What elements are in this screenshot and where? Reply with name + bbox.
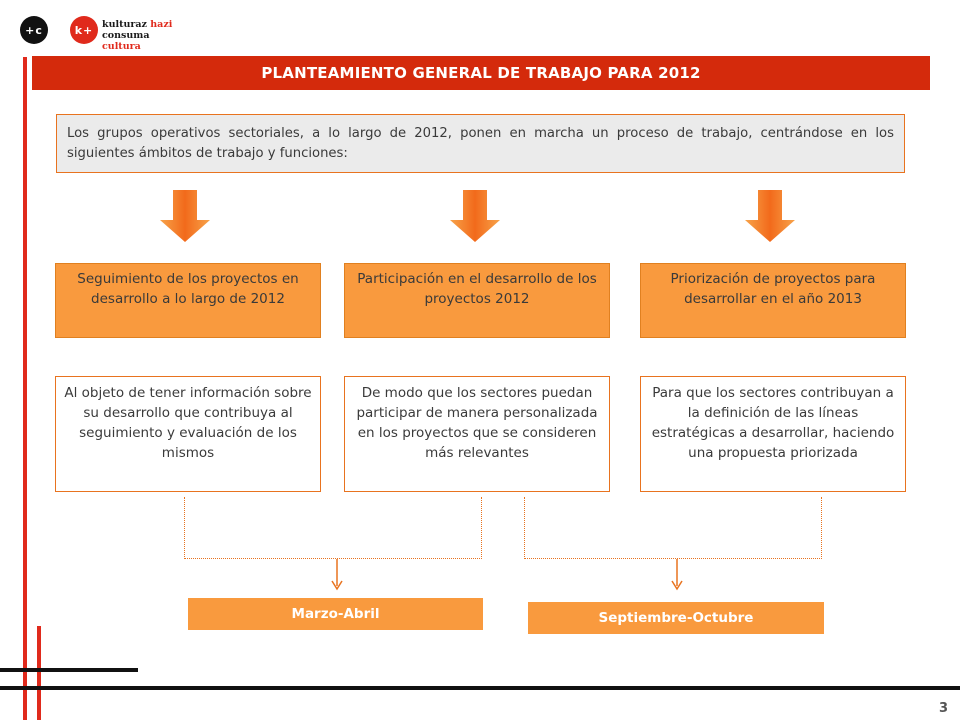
column-detail-box: Para que los sectores contribuyan a la definición de las líneas estratégicas a desarrollar, haciendo una propuesta priorizada	[640, 376, 906, 492]
logo	[18, 14, 178, 52]
period-box: Septiembre-Octubre	[528, 602, 824, 634]
column-heading-box: Participación en el desarrollo de los proyectos 2012	[344, 263, 610, 338]
title-bar	[32, 56, 930, 90]
logo-badge-right: k+	[70, 16, 98, 44]
black-horizontal-rule	[0, 668, 138, 672]
red-vertical-rule	[23, 57, 27, 720]
logo-badge-left: +c	[20, 16, 48, 44]
page-title: PLANTEAMIENTO GENERAL DE TRABAJO PARA 2012	[261, 64, 701, 82]
column-detail-box: Al objeto de tener información sobre su desarrollo que contribuya al seguimiento y evaluación de los mismos	[55, 376, 321, 492]
page-number: 3	[938, 701, 948, 716]
down-arrow-icon	[160, 190, 210, 242]
connector-left-bracket	[184, 497, 482, 559]
logo-word: kulturaz	[102, 19, 147, 30]
logo-word: consuma	[102, 30, 150, 41]
down-arrow-icon	[745, 190, 795, 242]
logo-wordmark	[102, 19, 178, 52]
period-box: Marzo-Abril	[188, 598, 483, 630]
logo-word: cultura	[102, 41, 141, 52]
column-heading-box: Seguimiento de los proyectos en desarrollo a lo largo de 2012	[55, 263, 321, 338]
black-horizontal-rule-long	[0, 686, 960, 690]
small-down-arrow-icon	[671, 559, 683, 593]
small-down-arrow-icon	[331, 559, 343, 593]
red-vertical-rule-short	[37, 626, 41, 720]
connector-right-bracket	[524, 497, 822, 559]
logo-word: hazi	[150, 19, 173, 30]
intro-text: Los grupos operativos sectoriales, a lo largo de 2012, ponen en marcha un proceso de trabajo, centrándose en los siguientes ámbitos de trabajo y funciones:	[56, 114, 905, 173]
column-heading-box: Priorización de proyectos para desarrollar en el año 2013	[640, 263, 906, 338]
down-arrow-icon	[450, 190, 500, 242]
column-detail-box: De modo que los sectores puedan participar de manera personalizada en los proyectos que se consideren más relevantes	[344, 376, 610, 492]
